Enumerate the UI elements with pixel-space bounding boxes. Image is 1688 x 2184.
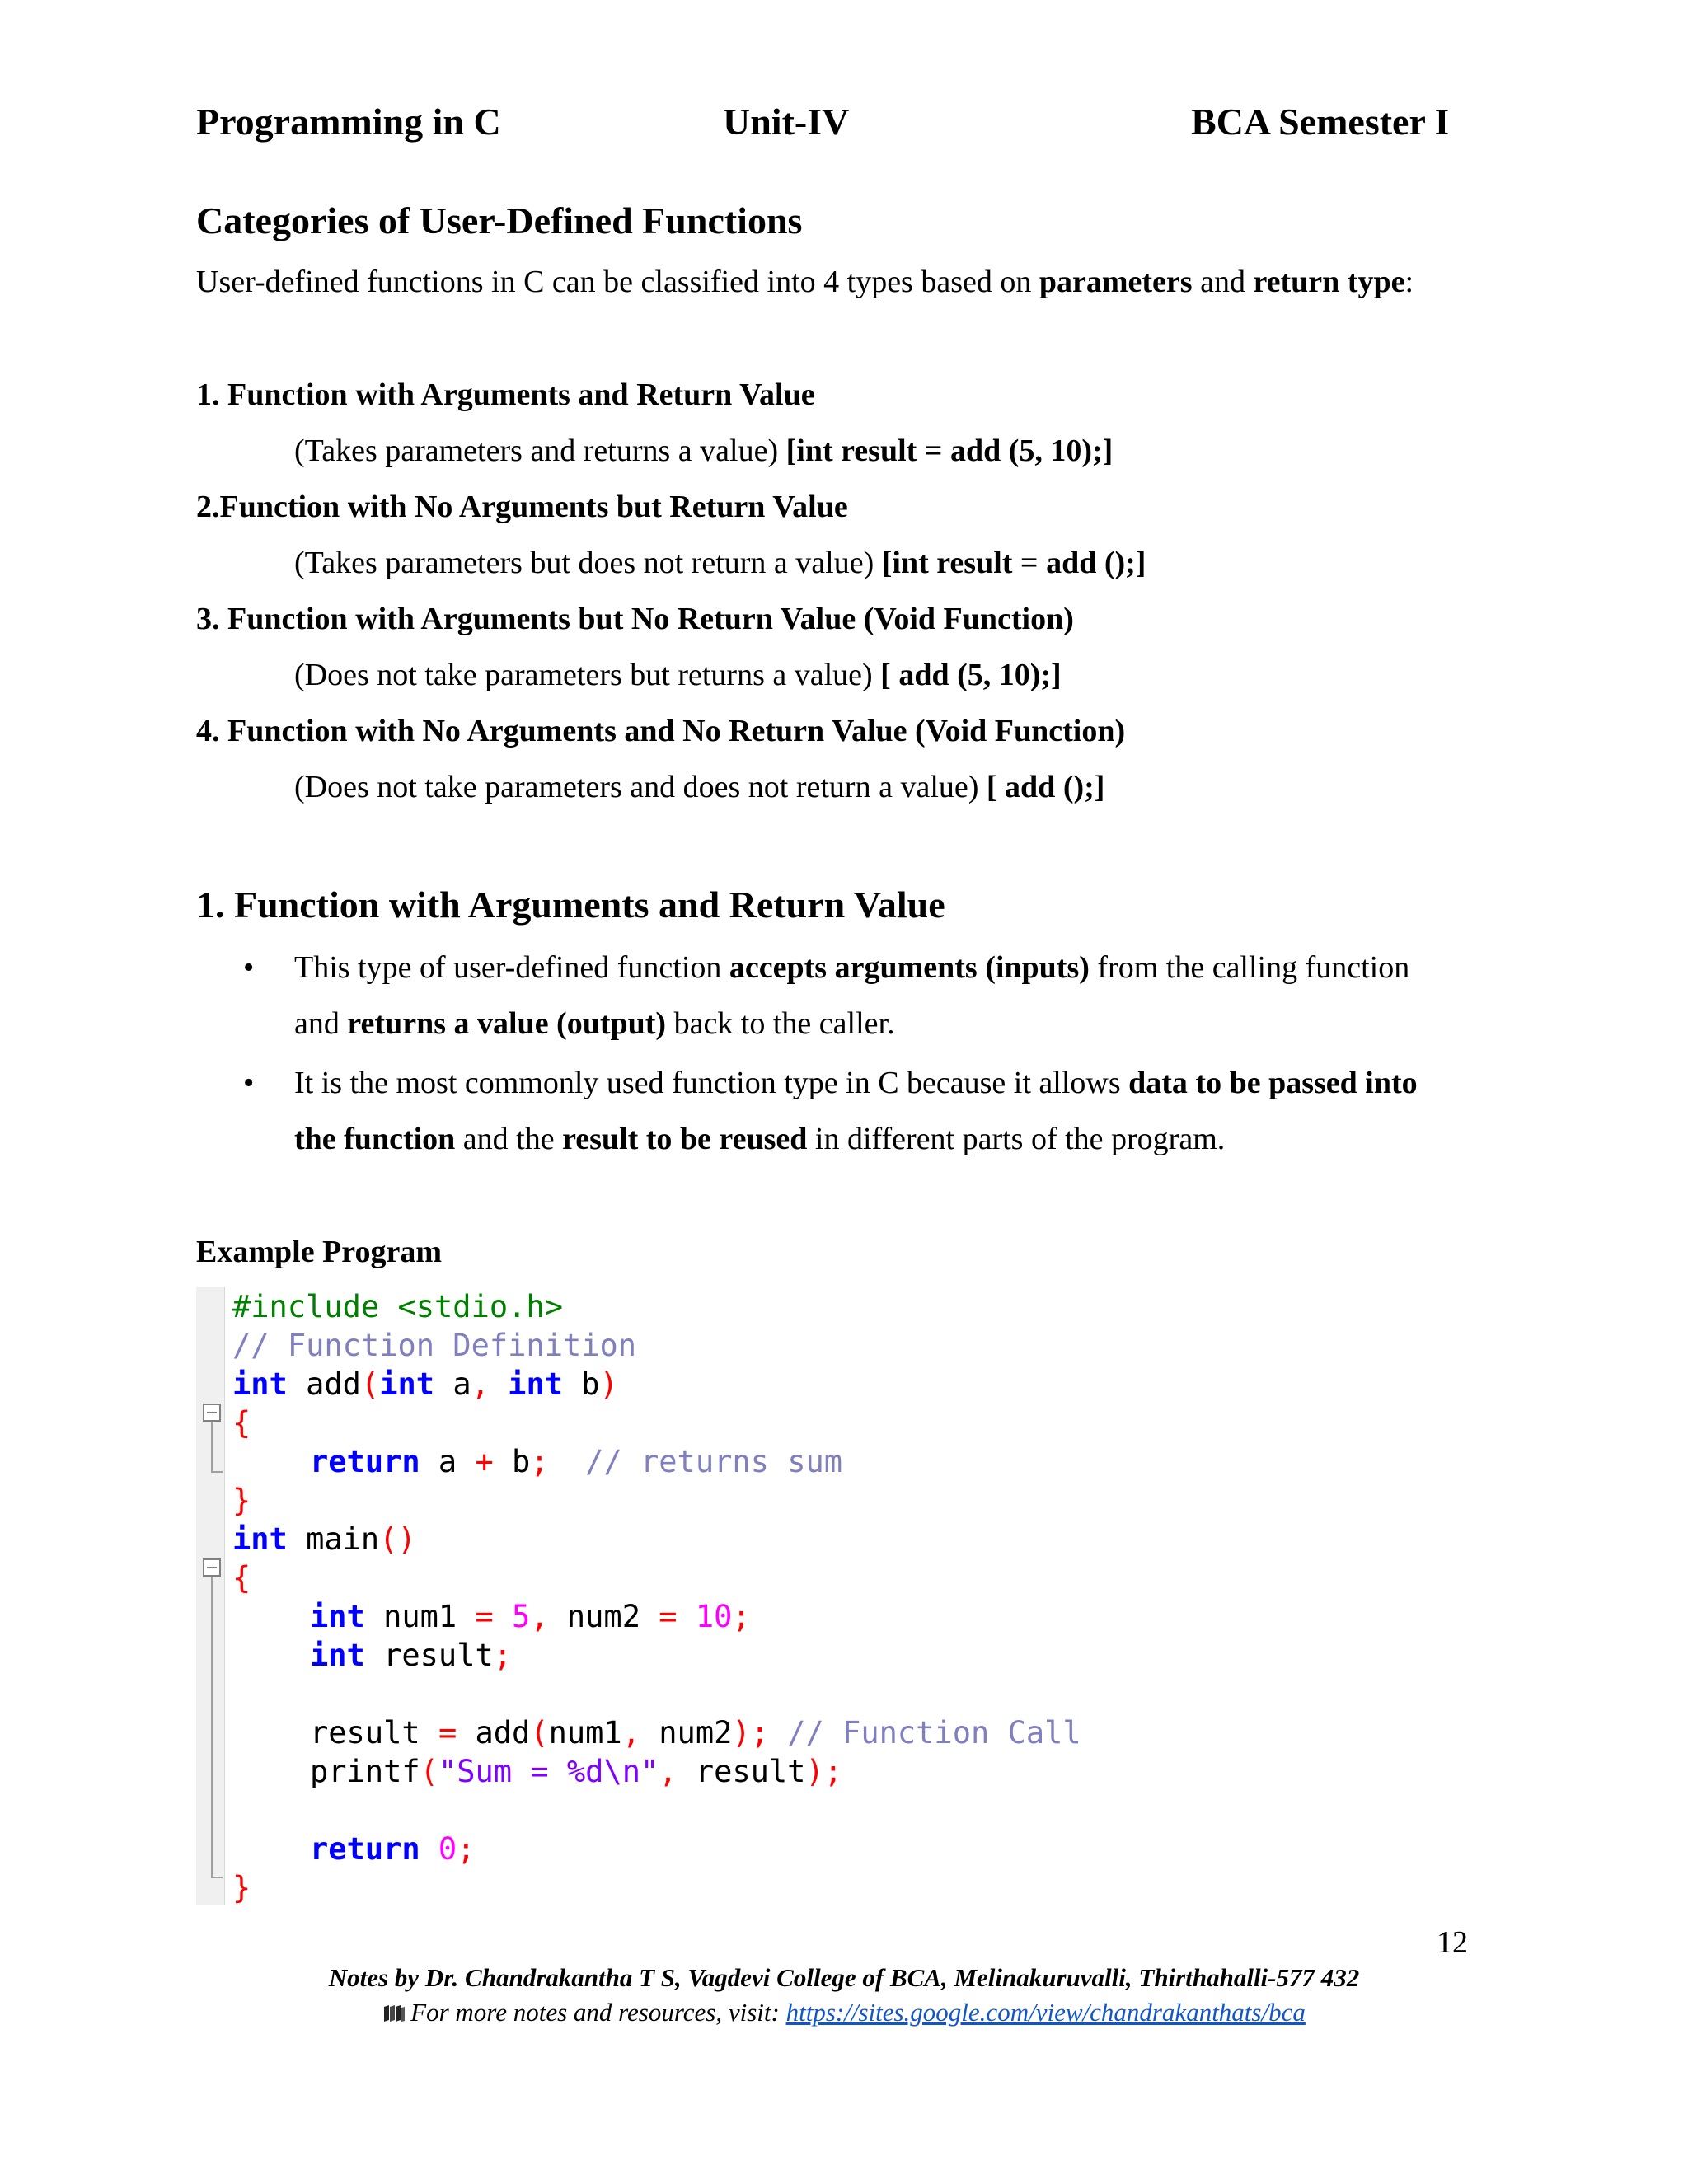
bullet-icon: •	[243, 1066, 255, 1100]
fold-collapse-icon[interactable]	[203, 1558, 221, 1577]
fold-end-marker	[211, 1877, 223, 1878]
bullet-2-line-1: It is the most commonly used function type in C because it allows data to be passed into	[294, 1066, 1418, 1100]
example-program-heading: Example Program	[196, 1235, 442, 1269]
category-3-desc: (Does not take parameters but returns a value) [ add (5, 10);]	[294, 658, 1062, 692]
code-line-call-add: result = add(num1, num2); // Function Call	[310, 1715, 1081, 1750]
header-unit: Unit-IV	[723, 101, 850, 143]
code-line-open-brace: {	[232, 1405, 251, 1441]
code-line-comment: // Function Definition	[232, 1328, 637, 1363]
code-block	[196, 1287, 1144, 1905]
fold-guide-line	[211, 1577, 213, 1877]
code-line-return-zero: return 0;	[310, 1831, 476, 1867]
category-1-title: 1. Function with Arguments and Return Value	[196, 377, 815, 412]
code-line-close-brace: }	[232, 1870, 251, 1905]
bullet-2-line-2: the function and the result to be reused in different parts of the program.	[294, 1122, 1226, 1156]
code-line-add-signature: int add(int a, int b)	[232, 1366, 618, 1402]
intro-paragraph: User-defined functions in C can be classified into 4 types based on parameters and return type:	[196, 265, 1414, 299]
footer-link[interactable]: https://sites.google.com/view/chandrakanthats/bca	[785, 1998, 1306, 2027]
code-line-declare-result: int result;	[310, 1638, 513, 1673]
footer-note: Notes by Dr. Chandrakantha T S, Vagdevi College of BCA, Melinakuruvalli, Thirthahalli-577 432	[328, 1963, 1360, 1992]
category-4-desc: (Does not take parameters and does not return a value) [ add ();]	[294, 770, 1105, 804]
section-title-function-args-return: 1. Function with Arguments and Return Value	[196, 883, 945, 926]
bullet-1-line-2: and returns a value (output) back to the caller.	[294, 1006, 895, 1041]
category-3-title: 3. Function with Arguments but No Return Value (Void Function)	[196, 602, 1074, 636]
fold-end-marker	[211, 1471, 223, 1473]
book-icon	[382, 2004, 406, 2022]
header-subject: Programming in C	[196, 101, 501, 143]
fold-collapse-icon[interactable]	[203, 1404, 221, 1422]
footer-resources	[0, 1996, 1688, 2029]
section-title-categories: Categories of User-Defined Functions	[196, 199, 803, 241]
category-2-desc: (Takes parameters but does not return a value) [int result = add ();]	[294, 546, 1146, 580]
footer-more-text: For more notes and resources, visit:	[410, 1998, 786, 2027]
bullet-icon: •	[243, 950, 255, 985]
bullet-1-line-1: This type of user-defined function accepts arguments (inputs) from the calling function	[294, 950, 1410, 985]
category-4-title: 4. Function with No Arguments and No Return Value (Void Function)	[196, 714, 1126, 748]
code-line-return-sum: return a + b; // returns sum	[310, 1444, 843, 1479]
fold-guide-line	[211, 1422, 213, 1471]
category-2-title: 2.Function with No Arguments but Return Value	[196, 490, 848, 524]
code-line-close-brace: }	[232, 1483, 251, 1518]
code-line-open-brace: {	[232, 1560, 251, 1596]
category-1-desc: (Takes parameters and returns a value) [int result = add (5, 10);]	[294, 434, 1114, 468]
header-semester: BCA Semester I	[1191, 101, 1450, 143]
code-line-main-signature: int main()	[232, 1521, 416, 1557]
code-line-include: #include <stdio.h>	[232, 1289, 563, 1324]
code-line-declare-nums: int num1 = 5, num2 = 10;	[310, 1599, 751, 1634]
page-number: 12	[1437, 1925, 1468, 1960]
code-line-printf: printf("Sum = %d\n", result);	[310, 1754, 843, 1789]
